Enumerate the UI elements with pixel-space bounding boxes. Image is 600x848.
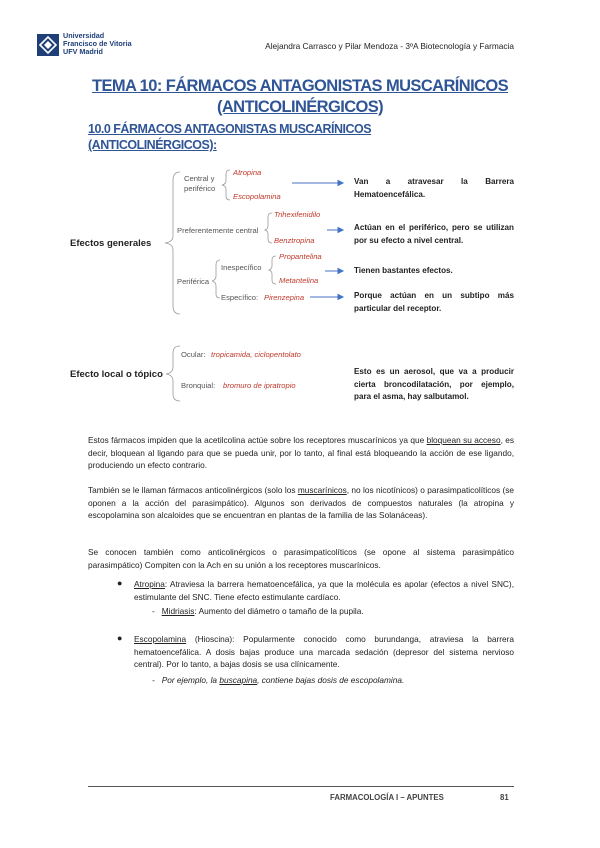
efecto-local-label: Efecto local o tópico [70,369,163,380]
drug-pirenzepina: Pirenzepina [264,293,305,302]
central-periferico-label-1: Central y [184,174,215,183]
footer-divider [88,786,514,787]
local-bracket [166,346,180,401]
logo-line: Francisco de Vitoria [63,39,132,48]
drug-propantelina: Propantelina [279,252,322,261]
b1-sub-dash: - [152,606,155,616]
central-periferico-label-2: periférico [184,184,216,193]
inespecifico-bracket [269,256,276,284]
p1-text-b: , es decir, bloquean al ligando para que se pueda unir, por lo tanto, al final está bloqueando la acción de ese ligando, produciendo un efecto contrario. [88,435,515,471]
logo-line: Universidad [63,31,105,40]
drug-ocular: tropicamida, ciclopentolato [211,350,301,359]
paragraph-1 [88,434,514,472]
bullet-2-sub [152,674,514,687]
b2-sub-text-b: , contiene bajas dosis de escopolamina. [257,675,405,685]
drug-metantelina: Metantelina [279,276,319,285]
inespecifico-label: Inespecífico [221,263,262,272]
logo-line: UFV Madrid [63,47,103,56]
b1-sub-underline: Midriasis [161,606,195,616]
bullet-1-sub [152,605,514,618]
paragraph-3: Se conocen también como anticolinérgicos o parasimpaticolíticos (se opone al sistema parasimpático parasimpático) Compiten con la Ach en su unión a los receptores muscarínicos. [88,547,514,570]
page-title-line2: (ANTICOLINÉRGICOS) [216,98,384,116]
page-title-line1: TEMA 10: FÁRMACOS ANTAGONISTAS MUSCARÍNICOS [91,77,509,95]
b1-text: : Atraviesa la barrera hematoencefálica, ya que la molécula es apolar (efectos a nivel SNC), estimulante del SNC. Tiene efecto estimulante cardíaco. [134,579,514,602]
preferentemente-central-label: Preferentemente central [177,226,259,235]
drug-benztropina: Benztropina [274,236,315,245]
drug-escopolamina: Escopolamina [233,192,281,201]
drug-trihexifenidilo: Trihexifenidilo [274,210,321,219]
b2-sub-underline: buscapina [219,675,258,685]
b2-text: (Hioscina): Popularmente conocido como burundanga, atraviesa la barrera hematoencefálica. A dosis bajas produce una marcada sedación (depresor del sistema nervioso central). Por lo tanto, a bajas dosis se usa clínicamente. [134,634,514,670]
page-number: 81 [500,793,509,802]
drug-bronquial: bromuro de ipratropio [223,381,296,390]
especifico-label: Específico: [221,293,259,302]
p2-text-a: También se le llaman fármacos anticolinérgicos (solo los [88,485,298,495]
note-efectos: Tienen bastantes efectos. [354,266,453,275]
bullet-1 [134,578,514,603]
section-title-line1: 10.0 FÁRMACOS ANTAGONISTAS MUSCARÍNICOS [88,122,372,136]
note-subtipo: Porque actúan en un subtipo más particular del receptor. [354,291,514,313]
periferica-bracket [212,260,220,298]
paragraph-2 [88,484,514,522]
note-aerosol: Esto es un aerosol, que va a producir cierta broncodilatación, por ejemplo, para el asma, hay salbutamol. [354,367,514,401]
main-bracket [165,172,180,314]
periferica-label: Periférica [177,277,210,286]
note-barrera: Van a atravesar la Barrera Hematoencefálica. [354,177,514,199]
note-periferico: Actúan en el periférico, pero se utilizan por su efecto a nivel central. [354,223,514,245]
pref-central-bracket [265,213,272,243]
bullet-2-dot: ● [117,633,123,643]
header-authors: Alejandra Carrasco y Pilar Mendoza - 3ºA Biotecnología y Farmacia [265,41,514,51]
efectos-generales-label: Efectos generales [70,238,152,249]
b2-sub-text-a: Por ejemplo, la [161,675,220,685]
b1-underline: Atropina [134,579,165,589]
drug-atropina: Atropina [233,168,262,177]
section-title-line2: (ANTICOLINÉRGICOS): [88,138,217,152]
p1-underline: bloquean su acceso [426,435,501,445]
p2-underline: muscarínicos [297,485,347,495]
footer-text: FARMACOLOGÍA I – APUNTES [330,793,444,802]
p2-text-b: , no los nicotínicos) o parasimpaticolíticos (se oponen a la acción del parasimpático). Algunos son derivados de compuestos naturales (la atropina y escopolamina son alcaloides que se encuentran en plantas de la familia de las Solanáceas). [88,485,515,521]
b2-underline: Escopolamina [134,634,187,644]
ocular-label: Ocular: [181,350,206,359]
p1-text-a: Estos fármacos impiden que la acetilcolina actúe sobre los receptores muscarínicos ya que [88,435,427,445]
bullet-2 [134,633,514,671]
bullet-1-dot: ● [117,578,123,588]
b1-sub-text: : Aumento del diámetro o tamaño de la pupila. [194,606,364,616]
b2-sub-dash: - [152,675,155,685]
central-bracket [222,170,230,200]
bronquial-label: Bronquial: [181,381,216,390]
